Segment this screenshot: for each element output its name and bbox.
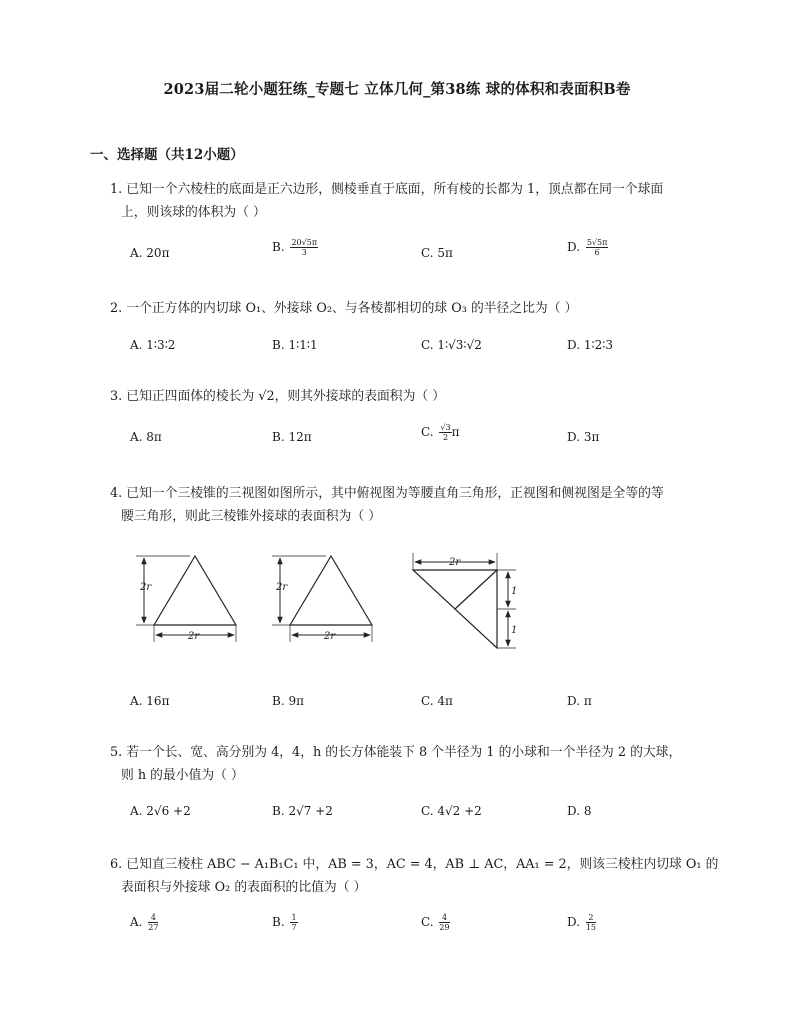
q3-option-c-suffix: π	[451, 425, 460, 439]
q5-option-c[interactable]: C. 4√2 +2	[421, 804, 482, 818]
q1-option-c[interactable]: C. 5π	[421, 246, 453, 260]
q1-option-b-fraction	[290, 238, 318, 257]
question-4-line1: 4. 已知一个三棱锥的三视图如图所示，其中俯视图为等腰直角三角形，正视图和侧视图是全等的等	[110, 486, 664, 501]
question-3	[110, 385, 445, 408]
q6-option-a-num: 4	[148, 913, 158, 923]
q3-option-b[interactable]: B. 12π	[272, 430, 312, 444]
question-3-line1: 3. 已知正四面体的棱长为 √2，则其外接球的表面积为（ ）	[110, 389, 446, 404]
question-6-line2: 表面积与外接球 O₂ 的表面积的比值为（ ）	[121, 880, 367, 895]
q6-option-d-den: 15	[585, 923, 597, 932]
q2-option-b[interactable]: B. 1∶1∶1	[272, 338, 318, 352]
q3-option-c-fraction	[439, 423, 451, 442]
question-5-line1: 5. 若一个长、宽、高分别为 4，4，h 的长方体能装下 8 个半径为 1 的小球和一个半径为 2 的大球，	[110, 745, 682, 760]
q3-option-a[interactable]: A. 8π	[130, 430, 162, 444]
q6-option-b-num: 1	[291, 913, 297, 922]
q6-option-b-den: 7	[291, 923, 297, 932]
q3-option-c[interactable]	[421, 423, 459, 442]
three-view-figure	[130, 545, 530, 655]
q6-option-a-fraction	[148, 913, 158, 932]
q3-option-c-prefix: C.	[421, 425, 438, 439]
top-segment-label-2: 1	[511, 625, 518, 636]
side-width-label: 2r	[324, 631, 336, 642]
section-heading: 一、选择题（共12小题）	[90, 147, 244, 163]
q6-option-b[interactable]	[272, 913, 298, 932]
q6-option-d-num: 2	[586, 913, 596, 923]
q1-option-d[interactable]	[567, 238, 608, 257]
question-2-line1: 2. 一个正方体的内切球 O₁、外接球 O₂、与各棱都相切的球 O₃ 的半径之比为（ ）	[110, 301, 578, 316]
q1-option-d-fraction	[586, 238, 609, 257]
question-1-line2: 上，则该球的体积为（ ）	[121, 205, 266, 220]
q5-option-a[interactable]: A. 2√6 +2	[130, 804, 191, 818]
q3-option-c-den: 2	[442, 433, 449, 442]
top-segment-label-1: 1	[511, 586, 518, 597]
q6-option-b-prefix: B.	[272, 915, 289, 929]
q6-option-a-prefix: A.	[130, 915, 147, 929]
q2-option-a[interactable]: A. 1∶3∶2	[130, 338, 176, 352]
q6-option-c-prefix: C.	[421, 915, 438, 929]
q6-option-a-den: 27	[148, 923, 159, 932]
q4-option-a[interactable]: A. 16π	[130, 694, 170, 708]
q4-option-c[interactable]: C. 4π	[421, 694, 453, 708]
question-5-line2: 则 h 的最小值为（ ）	[121, 768, 244, 783]
q3-option-d[interactable]: D. 3π	[567, 430, 600, 444]
question-6-line1: 6. 已知直三棱柱 ABC − A₁B₁C₁ 中，AB = 3，AC = 4，AB ⊥ AC，AA₁ = 2，则该三棱柱内切球 O₁ 的	[110, 857, 719, 872]
q6-option-d[interactable]	[567, 913, 596, 932]
q2-option-c[interactable]: C. 1∶√3∶√2	[421, 338, 482, 352]
top-width-label: 2r	[449, 557, 461, 568]
q6-option-c-den: 29	[439, 923, 450, 932]
q6-option-c-num: 4	[439, 913, 449, 923]
question-4	[110, 482, 664, 528]
side-view	[272, 556, 372, 642]
page-title: 2023届二轮小题狂练_专题七 立体几何_第38练 球的体积和表面积B卷	[163, 81, 631, 98]
q1-option-d-prefix: D.	[567, 240, 584, 254]
front-width-label: 2r	[188, 631, 200, 642]
question-2	[110, 297, 577, 320]
q1-option-d-num: 5√5π	[586, 238, 608, 247]
q6-option-b-fraction	[290, 913, 297, 932]
q1-option-b[interactable]	[272, 238, 318, 257]
q6-option-d-fraction	[586, 913, 596, 932]
q3-option-c-num: √3	[440, 423, 451, 432]
q6-option-c[interactable]	[421, 913, 450, 932]
q1-option-d-den: 6	[594, 248, 600, 257]
q1-option-b-den: 3	[301, 248, 307, 257]
q1-option-b-prefix: B.	[272, 240, 289, 254]
q6-option-d-prefix: D.	[567, 915, 584, 929]
front-view	[136, 556, 236, 642]
top-view	[413, 553, 516, 648]
question-1-line1: 1. 已知一个六棱柱的底面是正六边形，侧棱垂直于底面，所有棱的长都为 1，顶点都在同一个球面	[110, 182, 664, 197]
q4-option-b[interactable]: B. 9π	[272, 694, 304, 708]
q1-option-b-num: 20√5π	[291, 238, 318, 247]
question-4-line2: 腰三角形，则此三棱锥外接球的表面积为（ ）	[121, 509, 382, 524]
q6-option-c-fraction	[439, 913, 449, 932]
q4-option-d[interactable]: D. π	[567, 694, 592, 708]
side-height-label: 2r	[276, 582, 288, 593]
q6-option-a[interactable]	[130, 913, 158, 932]
question-6	[110, 853, 718, 899]
front-height-label: 2r	[140, 582, 152, 593]
q1-option-a[interactable]: A. 20π	[130, 246, 170, 260]
q5-option-d[interactable]: D. 8	[567, 804, 592, 818]
q2-option-d[interactable]: D. 1∶2∶3	[567, 338, 613, 352]
q5-option-b[interactable]: B. 2√7 +2	[272, 804, 333, 818]
question-5	[110, 741, 681, 787]
question-1	[110, 178, 663, 224]
